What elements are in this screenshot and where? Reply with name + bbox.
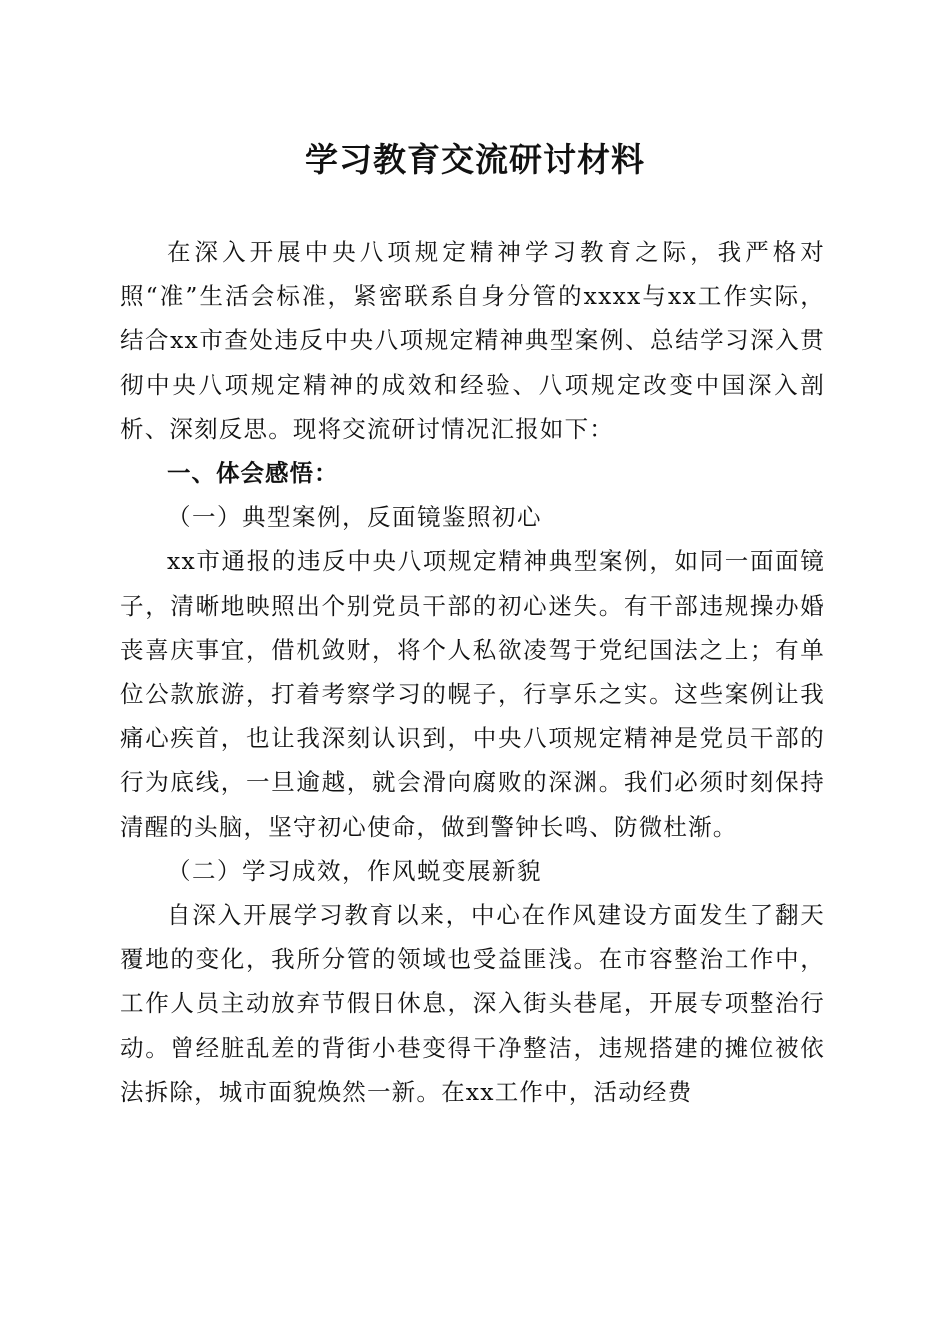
document-title: 学习教育交流研讨材料 [305,140,645,179]
subsection-paragraph-2: 自深入开展学习教育以来，中心在作风建设方面发生了翻天覆地的变化，我所分管的领域也受益匪浅。在市容整治工作中，工作人员主动放弃节假日休息，深入街头巷尾，开展专项整治行动。曾经脏乱差的背街小巷变得干净整洁，违规搭建的摊位被依法拆除，城市面貌焕然一新。在xx工作中，活动经费 [120,901,825,1106]
subsection-heading-1: （一）典型案例，反面镜鉴照初心 [167,503,542,532]
section-heading-1: 一、体会感悟： [167,459,339,488]
intro-paragraph: 在深入开展中央八项规定精神学习教育之际，我严格对照“准”生活会标准，紧密联系自身分管的xxxx与xx工作实际，结合xx市查处违反中央八项规定精神典型案例、总结学习深入贯彻中央八项规定精神的成效和经验、八项规定改变中国深入剖析、深刻反思。现将交流研讨情况汇报如下： [120,238,825,443]
document-body [120,230,825,1114]
subsection-paragraph-1: xx市通报的违反中央八项规定精神典型案例，如同一面面镜子，清晰地映照出个别党员干部的初心迷失。有干部违规操办婚丧喜庆事宜，借机敛财，将个人私欲凌驾于党纪国法之上；有单位公款旅游，打着考察学习的幌子，行享乐之实。这些案例让我痛心疾首，也让我深刻认识到，中央八项规定精神是党员干部的行为底线，一旦逾越，就会滑向腐败的深渊。我们必须时刻保持清醒的头脑，坚守初心使命，做到警钟长鸣、防微杜渐。 [120,547,825,841]
subsection-heading-2: （二）学习成效，作风蜕变展新貌 [167,856,542,885]
